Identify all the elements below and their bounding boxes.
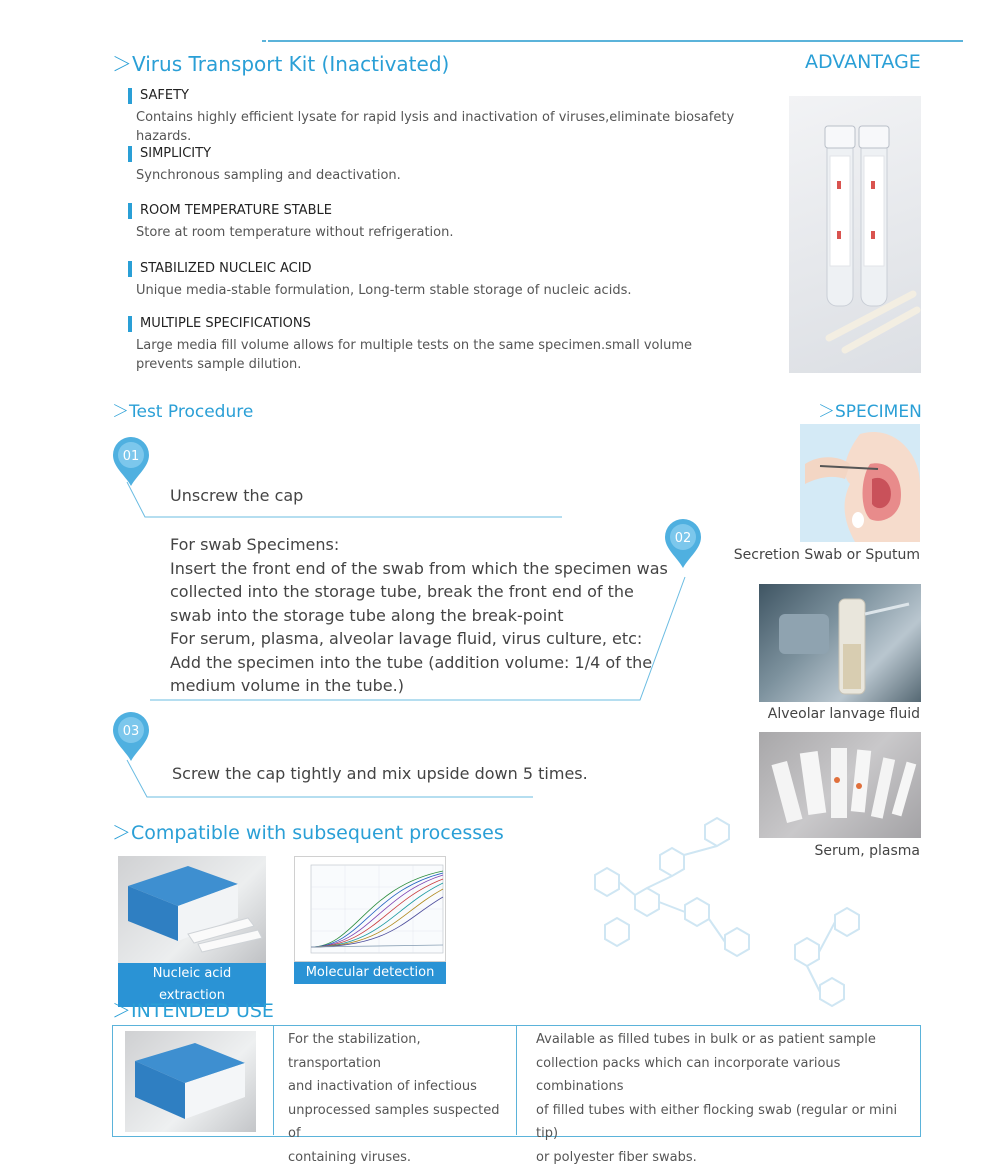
intended-use-line: collection packs which can incorporate various combinations (536, 1052, 918, 1099)
intended-use-divider (516, 1026, 517, 1135)
specimen-heading: ＞SPECIMEN (818, 397, 922, 422)
swab-sampling-illustration (800, 424, 920, 542)
advantage-desc: Store at room temperature without refrigeration. (128, 223, 768, 242)
kit-box-illustration (125, 1031, 256, 1132)
specimen-caption-serum: Serum, plasma (814, 843, 920, 859)
header-rule (268, 40, 963, 42)
intended-use-line: For the stabilization, transportation (288, 1028, 510, 1075)
compatible-caption-extraction: Nucleic acid extraction (118, 963, 266, 1007)
tubes-illustration (789, 96, 921, 373)
intended-use-line: unprocessed samples suspected of (288, 1099, 510, 1146)
intended-use-col2 (536, 1028, 918, 1169)
step-02-connector (148, 575, 688, 705)
intended-use-kit-photo (125, 1031, 256, 1132)
intended-use-line: or polyester fiber swabs. (536, 1146, 918, 1169)
alveolar-lavage-photo (759, 584, 921, 702)
advantage-item-nucleic-acid (128, 261, 768, 300)
advantage-desc: Contains highly efficient lysate for rapid lysis and inactivation of viruses,eliminate biosafety hazards. (128, 108, 768, 146)
step-03-text: Screw the cap tightly and mix upside down 5 times. (172, 764, 588, 783)
intended-use-line: of filled tubes with either flocking swab (regular or mini tip) (536, 1099, 918, 1146)
step-01-text: Unscrew the cap (170, 486, 303, 505)
advantage-title: ROOM TEMPERATURE STABLE (128, 203, 768, 219)
advantage-item-simplicity (128, 146, 768, 185)
intended-use-col1 (288, 1028, 510, 1169)
page-title: ＞Virus Transport Kit (Inactivated) (112, 48, 449, 77)
intended-use-heading: ＞INTENDED USE (112, 996, 274, 1023)
step-01-connector (125, 480, 565, 520)
advantage-desc: Unique media-stable formulation, Long-term stable storage of nucleic acids. (128, 281, 768, 300)
step-02-number: 02 (675, 531, 692, 546)
step-02-line: For swab Specimens: (170, 533, 668, 557)
advantage-item-room-temp (128, 203, 768, 242)
advantage-heading: ADVANTAGE (805, 51, 921, 73)
test-procedure-heading: ＞Test Procedure (112, 397, 253, 422)
step-02-line: swab into the storage tube along the break-point (170, 604, 668, 628)
intended-use-line: containing viruses. (288, 1146, 510, 1169)
advantage-title: SAFETY (128, 88, 768, 104)
intended-use-divider (273, 1026, 274, 1135)
intended-use-line: Available as filled tubes in bulk or as patient sample (536, 1028, 918, 1052)
header-tick (262, 40, 266, 42)
advantage-item-safety (128, 88, 768, 146)
transport-tubes-photo (789, 96, 921, 373)
advantage-title: STABILIZED NUCLEIC ACID (128, 261, 768, 277)
specimen-caption-lavage: Alveolar lanvage fluid (768, 706, 920, 722)
specimen-caption-swab: Secretion Swab or Sputum (734, 547, 920, 563)
amplification-curves-illustration (295, 857, 447, 963)
nasopharyngeal-swab-drawing (800, 424, 920, 542)
advantage-desc: Large media fill volume allows for multiple tests on the same specimen.small volume prevents sample dilution. (128, 336, 728, 374)
advantage-title: MULTIPLE SPECIFICATIONS (128, 316, 728, 332)
compatible-caption-molecular: Molecular detection (294, 962, 446, 984)
step-03-pin-icon (111, 710, 151, 762)
intended-use-line: and inactivation of infectious (288, 1075, 510, 1099)
step-03-number: 03 (123, 724, 140, 739)
lavage-illustration (759, 584, 921, 702)
pcr-curve-chart-image (294, 856, 446, 962)
step-02-line: Add the specimen into the tube (addition volume: 1/4 of the (170, 651, 668, 675)
kit-box-illustration (118, 856, 266, 963)
step-02-line: collected into the storage tube, break the front end of the (170, 580, 668, 604)
step-02-pin-icon (663, 517, 703, 569)
step-02-line: For serum, plasma, alveolar lavage fluid, virus culture, etc: (170, 627, 668, 651)
intended-use-table (112, 1025, 921, 1137)
step-02-line: medium volume in the tube.) (170, 674, 668, 698)
step-03-connector (125, 758, 535, 800)
advantage-title: SIMPLICITY (128, 146, 768, 162)
extraction-kit-photo (118, 856, 266, 963)
advantage-item-specifications (128, 316, 728, 374)
molecule-decoration (565, 795, 895, 1025)
compatible-heading: ＞Compatible with subsequent processes (112, 818, 504, 845)
step-01-number: 01 (123, 449, 140, 464)
step-02-line: Insert the front end of the swab from which the specimen was (170, 557, 668, 581)
advantage-desc: Synchronous sampling and deactivation. (128, 166, 768, 185)
